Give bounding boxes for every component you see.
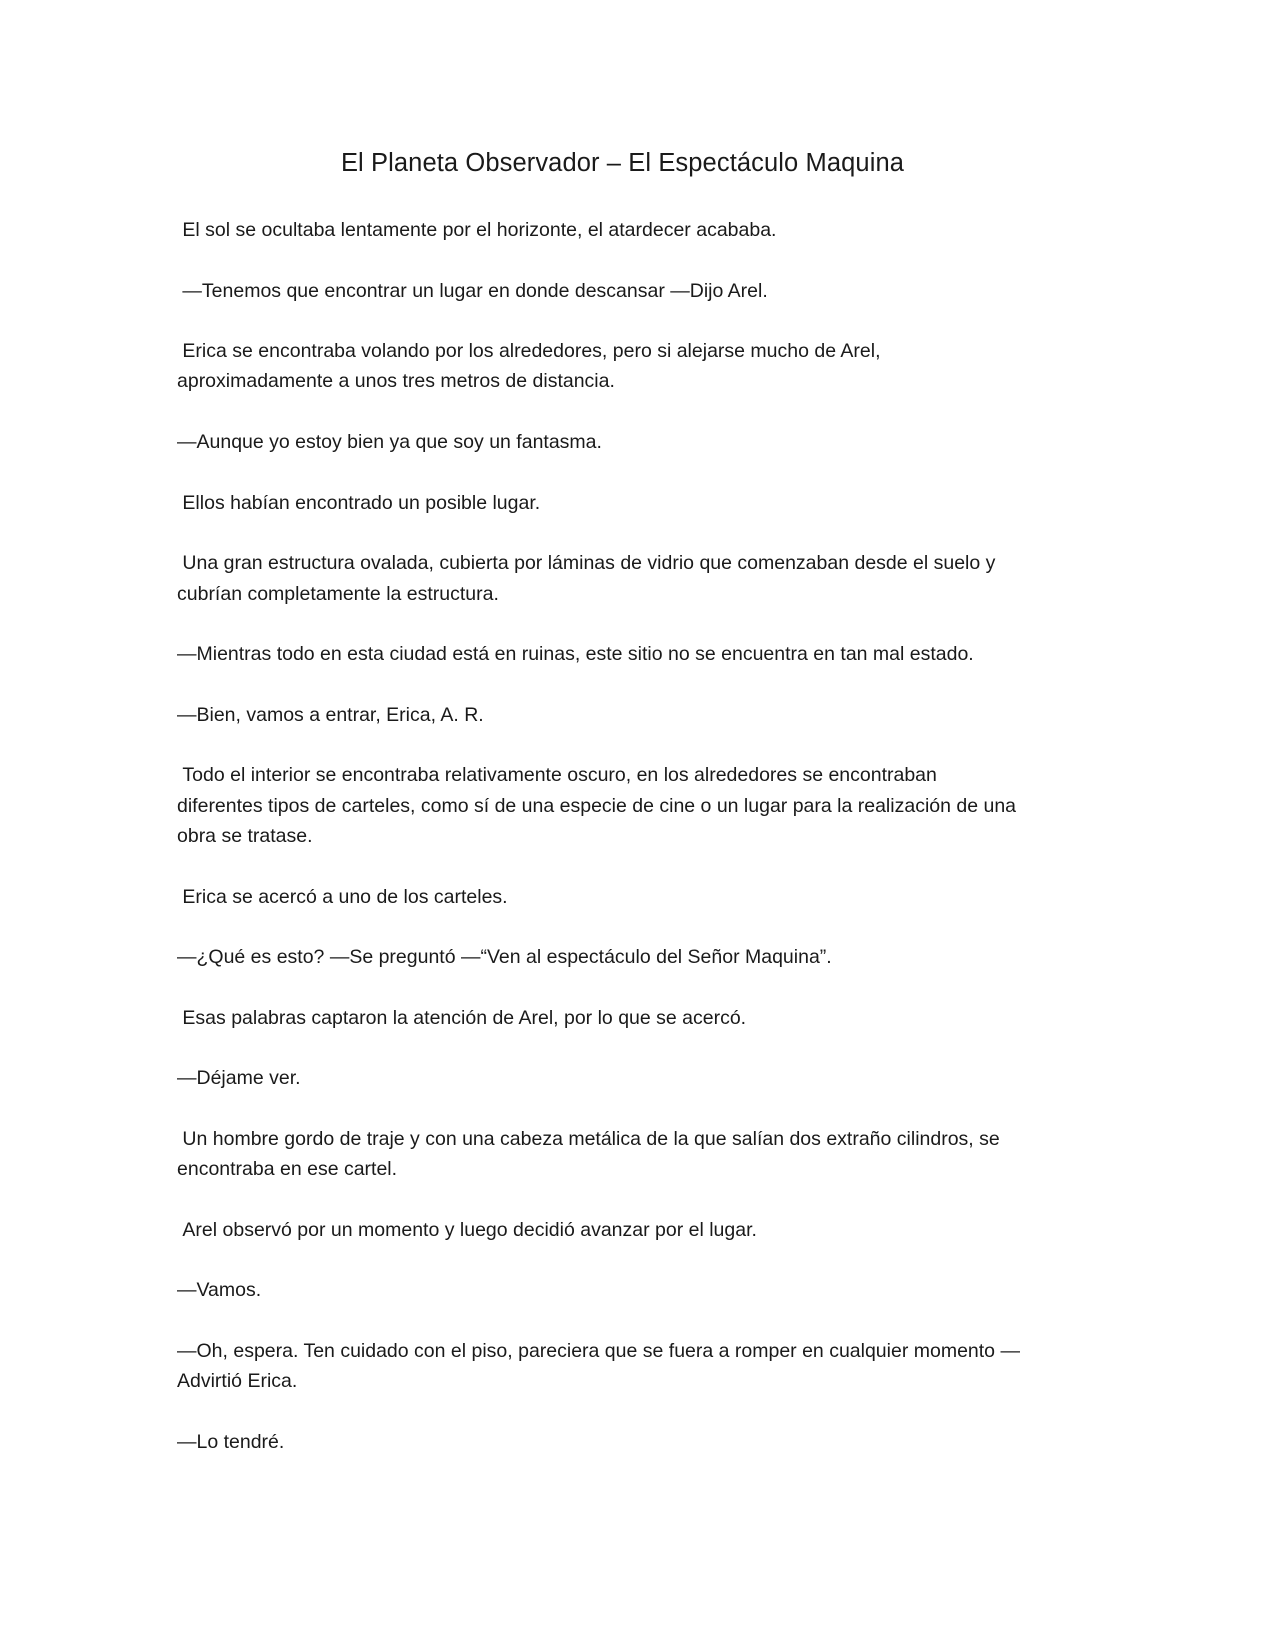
- paragraph: Arel observó por un momento y luego decidió avanzar por el lugar.: [177, 1218, 757, 1241]
- paragraph: Esas palabras captaron la atención de Arel, por lo que se acercó.: [177, 1006, 747, 1029]
- paragraph: Un hombre gordo de traje y con una cabeza metálica de la que salían dos extraño cilindros, se encontraba en ese cartel.: [177, 1127, 1000, 1181]
- paragraph: El sol se ocultaba lentamente por el horizonte, el atardecer acababa.: [177, 219, 777, 241]
- paragraph: —Oh, espera. Ten cuidado con el piso, pareciera que se fuera a romper en cualquier momento — Advirtió Erica.: [177, 1339, 1020, 1393]
- paragraph: —Aunque yo estoy bien ya que soy un fantasma.: [177, 431, 602, 454]
- paragraph: Erica se acercó a uno de los carteles.: [177, 885, 508, 908]
- paragraph: —Vamos.: [177, 1279, 262, 1302]
- paragraph: —Mientras todo en esta ciudad está en ruinas, este sitio no se encuentra en tan mal estado.: [177, 643, 974, 666]
- paragraph: —¿Qué es esto? —Se preguntó —“Ven al espectáculo del Señor Maquina”.: [177, 946, 832, 969]
- paragraph: Una gran estructura ovalada, cubierta por láminas de vidrio que comenzaban desde el suelo y cubrían completamente la estructura.: [177, 552, 996, 605]
- paragraph: —Bien, vamos a entrar, Erica, A. R.: [177, 703, 484, 726]
- paragraph: —Lo tendré.: [177, 1430, 285, 1453]
- document-body: [177, 215, 1097, 1487]
- paragraph: Ellos habían encontrado un posible lugar.: [177, 491, 541, 514]
- paragraph: —Déjame ver.: [177, 1067, 301, 1090]
- paragraph: Erica se encontraba volando por los alrededores, pero si alejarse mucho de Arel, aproximadamente a unos tres metros de distancia.: [177, 340, 881, 393]
- paragraph: —Tenemos que encontrar un lugar en donde descansar —Dijo Arel.: [177, 279, 768, 302]
- document-title: El Planeta Observador – El Espectáculo Maquina: [340, 149, 905, 177]
- paragraph: Todo el interior se encontraba relativamente oscuro, en los alrededores se encontraban diferentes tipos de carteles, como sí de una especie de cine o un lugar para la realización de una obra se tratase.: [177, 764, 1017, 847]
